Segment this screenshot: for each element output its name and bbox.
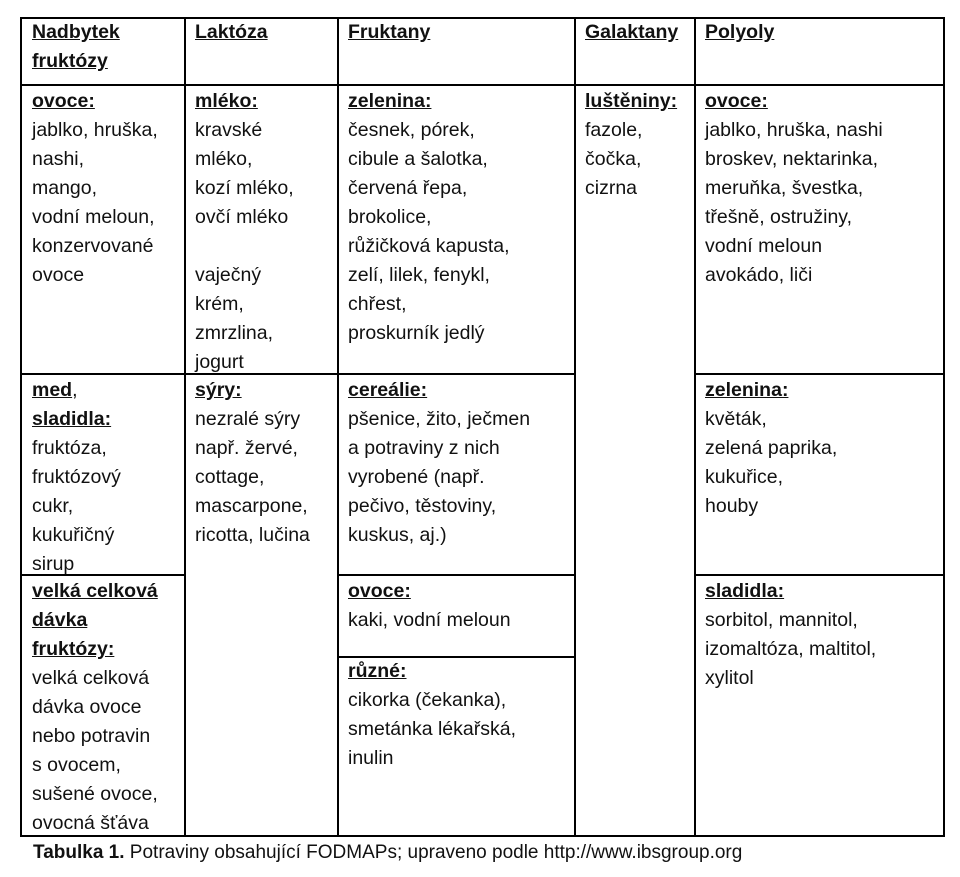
cell-heading: ovoce: — [32, 90, 95, 112]
cell-c1-velka-davka — [32, 577, 158, 838]
cell-line: broskev, nektarinka, — [705, 148, 879, 170]
cell-line: zelená paprika, — [705, 437, 838, 459]
row-separator-col1-a — [20, 373, 186, 375]
cell-line: dávka ovoce — [32, 696, 142, 718]
header-line: Galaktany — [585, 21, 679, 43]
header-line: Polyoly — [705, 21, 775, 43]
cell-line: sušené ovoce, — [32, 783, 158, 805]
cell-heading: sladidla: — [705, 580, 785, 602]
header-separator — [20, 84, 945, 86]
cell-c3-zelenina — [348, 87, 510, 348]
cell-line-blank — [195, 232, 294, 261]
cell-line: vyrobené (např. — [348, 466, 485, 488]
cell-line: nezralé sýry — [195, 408, 301, 430]
row-separator-col3-b — [337, 574, 576, 576]
cell-heading: sladidla: — [32, 408, 112, 430]
cell-line: červená řepa, — [348, 177, 468, 199]
cell-line: kaki, vodní meloun — [348, 609, 511, 631]
cell-line: kozí mléko, — [195, 177, 294, 199]
cell-line: cukr, — [32, 495, 74, 517]
cell-c3-ruzne — [348, 657, 516, 773]
cell-line: kravské — [195, 119, 263, 141]
cell-line: zelí, lilek, fenykl, — [348, 264, 490, 286]
cell-line: brokolice, — [348, 206, 432, 228]
cell-c2-syry — [195, 376, 310, 550]
cell-line: fazole, — [585, 119, 643, 141]
cell-line: nebo potravin — [32, 725, 151, 747]
row-separator-col5-b — [694, 574, 945, 576]
cell-c5-zelenina — [705, 376, 837, 521]
header-galaktany — [585, 18, 678, 47]
cell-line: zmrzlina, — [195, 322, 274, 344]
cell-line: kukuřice, — [705, 466, 784, 488]
cell-c2-mleko — [195, 87, 294, 377]
cell-heading-line — [32, 376, 121, 405]
cell-line: vodní meloun, — [32, 206, 155, 228]
cell-line: růžičková kapusta, — [348, 235, 510, 257]
cell-c5-ovoce — [705, 87, 883, 290]
cell-line: xylitol — [705, 667, 754, 689]
cell-line: kukuřičný — [32, 524, 115, 546]
cell-line: nashi, — [32, 148, 85, 170]
cell-line: fruktóza, — [32, 437, 107, 459]
cell-line: s ovocem, — [32, 754, 121, 776]
cell-line: houby — [705, 495, 759, 517]
cell-line: např. žervé, — [195, 437, 298, 459]
caption-text: Potraviny obsahující FODMAPs; upraveno podle http://www.ibsgroup.org — [124, 842, 743, 863]
cell-line: květák, — [705, 408, 767, 430]
header-laktoza — [195, 18, 268, 47]
cell-c5-sladidla — [705, 577, 876, 693]
cell-c1-ovoce — [32, 87, 158, 290]
cell-line: pečivo, těstoviny, — [348, 495, 497, 517]
header-fruktany — [348, 18, 430, 47]
table-border-top — [20, 17, 945, 19]
cell-line: kuskus, aj.) — [348, 524, 447, 546]
cell-c3-cerealie — [348, 376, 530, 550]
row-separator-col3-a — [337, 373, 576, 375]
cell-line: konzervované — [32, 235, 154, 257]
header-line: Nadbytek — [32, 21, 120, 43]
cell-line: smetánka lékařská, — [348, 718, 516, 740]
cell-c3-ovoce — [348, 577, 511, 635]
cell-line: velká celková — [32, 667, 150, 689]
cell-c4-lusteniny — [585, 87, 677, 203]
table-border-left — [20, 17, 22, 837]
cell-heading: různé: — [348, 660, 407, 682]
cell-line: proskurník jedlý — [348, 322, 485, 344]
cell-line: ovoce — [32, 264, 85, 286]
cell-heading: fruktózy: — [32, 638, 115, 660]
cell-line: mléko, — [195, 148, 253, 170]
cell-line: cizrna — [585, 177, 638, 199]
cell-line: čočka, — [585, 148, 642, 170]
cell-line: třešně, ostružiny, — [705, 206, 853, 228]
cell-line: vodní meloun — [705, 235, 823, 257]
column-divider-3 — [574, 17, 576, 837]
cell-heading: med — [32, 379, 73, 401]
header-polyoly — [705, 18, 774, 47]
header-line: Fruktany — [348, 21, 431, 43]
cell-line: sirup — [32, 553, 75, 575]
cell-line: mango, — [32, 177, 98, 199]
cell-line: a potraviny z nich — [348, 437, 500, 459]
table-border-bottom — [20, 835, 945, 837]
cell-heading: velká celková — [32, 580, 158, 602]
cell-heading: mléko: — [195, 90, 258, 112]
cell-line: izomaltóza, maltitol, — [705, 638, 877, 660]
cell-line: krém, — [195, 293, 244, 315]
cell-line: chřest, — [348, 293, 407, 315]
column-divider-1 — [184, 17, 186, 837]
cell-line: jablko, hruška, nashi — [705, 119, 883, 141]
cell-line: inulin — [348, 747, 394, 769]
cell-line: sorbitol, mannitol, — [705, 609, 858, 631]
header-line: Laktóza — [195, 21, 268, 43]
cell-line: ovčí mléko — [195, 206, 289, 228]
cell-line: vaječný — [195, 264, 262, 286]
cell-line: česnek, pórek, — [348, 119, 475, 141]
cell-line: fruktózový — [32, 466, 121, 488]
cell-line: cibule a šalotka, — [348, 148, 488, 170]
cell-line: meruňka, švestka, — [705, 177, 864, 199]
cell-line: mascarpone, — [195, 495, 308, 517]
column-divider-4 — [694, 17, 696, 837]
cell-heading: dávka — [32, 609, 88, 631]
cell-line: ricotta, lučina — [195, 524, 310, 546]
cell-heading: ovoce: — [348, 580, 411, 602]
header-nadbytek-fruktozy — [32, 18, 120, 76]
header-line: fruktózy — [32, 50, 108, 72]
caption-label: Tabulka 1. — [33, 842, 125, 863]
cell-line: pšenice, žito, ječmen — [348, 408, 531, 430]
cell-line: ovocná šťáva — [32, 812, 149, 834]
table-caption — [33, 841, 742, 865]
cell-heading: zelenina: — [705, 379, 789, 401]
cell-heading: ovoce: — [705, 90, 768, 112]
cell-line: cottage, — [195, 466, 265, 488]
cell-heading: zelenina: — [348, 90, 432, 112]
cell-line: jogurt — [195, 351, 244, 373]
cell-heading: cereálie: — [348, 379, 428, 401]
cell-heading: luštěniny: — [585, 90, 678, 112]
table-border-right — [943, 17, 945, 837]
row-separator-col5-a — [694, 373, 945, 375]
cell-line: cikorka (čekanka), — [348, 689, 507, 711]
cell-line: avokádo, liči — [705, 264, 813, 286]
cell-heading-suffix: , — [72, 379, 78, 401]
cell-line: jablko, hruška, — [32, 119, 158, 141]
cell-c1-med-sladidla — [32, 376, 121, 579]
column-divider-2 — [337, 17, 339, 837]
cell-heading: sýry: — [195, 379, 242, 401]
